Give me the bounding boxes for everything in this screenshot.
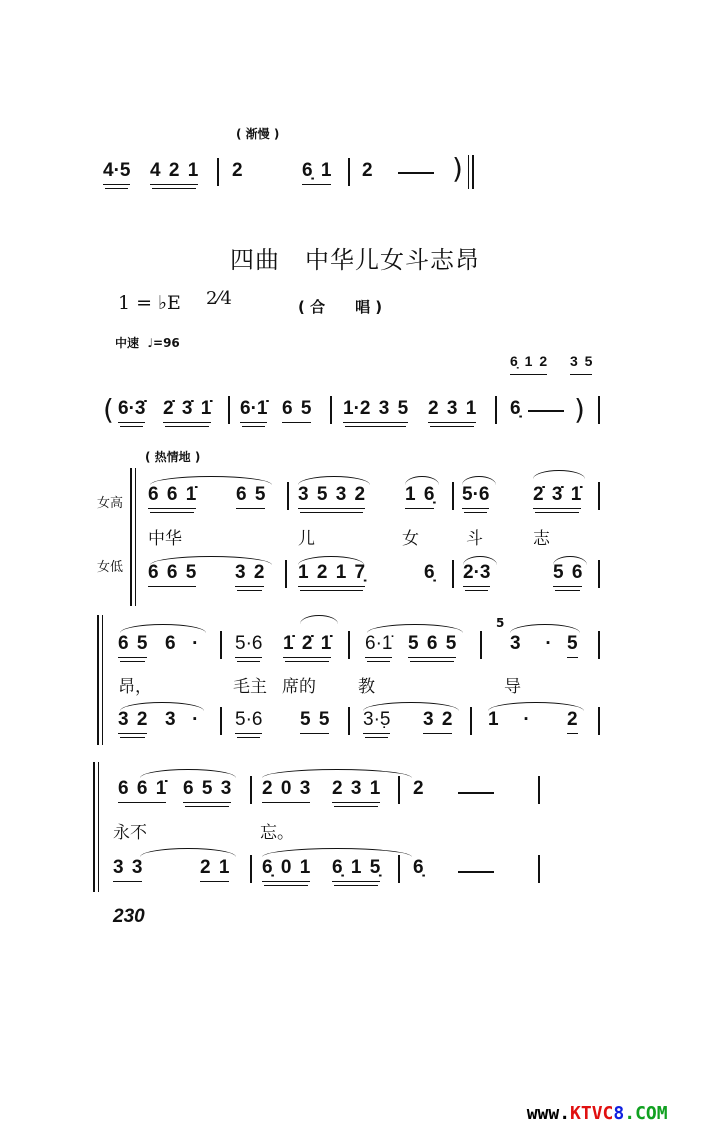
note-group: 1 6̣: [405, 484, 434, 509]
bar-line: [538, 855, 540, 883]
note-group: 2: [362, 160, 373, 181]
bar-line: [330, 396, 332, 424]
bar-line: [495, 396, 497, 424]
note-group: 1 ·: [488, 709, 530, 730]
close-paren: ): [452, 152, 463, 185]
bar-line: [250, 776, 252, 804]
performance-type: ( 合 唱 ): [298, 298, 383, 316]
note-group: 6 6 1̇: [148, 484, 196, 509]
note-group: 6·3̇: [118, 398, 145, 423]
note-group: 4 2 1: [150, 160, 198, 185]
note-group: 2: [232, 160, 243, 181]
bar-line: [398, 776, 400, 804]
close-paren: ): [574, 393, 585, 426]
bar-line: [287, 482, 289, 510]
bar-line: [348, 631, 350, 659]
pickup-notes: 6̣ 1 2: [510, 350, 547, 375]
note-group: 1·2 3 5: [343, 398, 408, 423]
note-group: 6 6 1̇: [118, 778, 166, 803]
note-group: 5 5: [300, 709, 329, 734]
note-group: 3 2: [423, 709, 452, 734]
note-group: 6̣ 0 1: [262, 857, 310, 882]
lyric: 导: [504, 677, 521, 697]
note-group: 6̣: [413, 857, 424, 878]
lyric: 女: [402, 529, 419, 549]
bar-line: [538, 776, 540, 804]
key-signature: 1 = ♭E: [118, 292, 181, 314]
note-group: 3·5̣: [363, 709, 390, 734]
system-brace: [135, 468, 136, 606]
watermark-com: .COM: [624, 1103, 668, 1124]
bar-line: [348, 158, 350, 186]
slur: [262, 769, 412, 778]
note-group: 3 2: [118, 709, 147, 734]
system-brace: [97, 615, 99, 745]
note-group: 2 3 1: [428, 398, 476, 423]
lyric: 毛主: [233, 677, 267, 697]
note-group: 2̇ 3̇ 1̇: [533, 484, 581, 509]
system-brace: [130, 468, 132, 606]
bar-line: [598, 482, 600, 510]
note-group: 5·6: [462, 484, 489, 509]
bar-line: [452, 560, 454, 588]
note-group: 6 6 5: [148, 562, 196, 587]
note-group: 5·6: [235, 709, 262, 734]
note-group: 5·6: [235, 633, 262, 658]
tempo-marking: 中速 ♩=96: [115, 336, 180, 350]
note-group: 5 6: [553, 562, 582, 587]
watermark: [505, 1082, 668, 1124]
hold-dash: [458, 792, 494, 794]
bar-line: [217, 158, 219, 186]
slur: [262, 848, 412, 857]
part-label-soprano: 女高: [97, 496, 124, 511]
bar-line: [348, 707, 350, 735]
note-group: 1 2 1 7̣: [298, 562, 365, 587]
bar-line: [228, 396, 230, 424]
note-group: 2·3: [463, 562, 490, 587]
slur: [367, 624, 463, 633]
bar-line: [452, 482, 454, 510]
note-group: 6̣ 1 5̣: [332, 857, 380, 882]
system-brace: [102, 615, 103, 745]
slur: [140, 848, 236, 857]
watermark-www: www.: [526, 1103, 571, 1124]
bar-line: [598, 396, 600, 424]
final-bar-line: [468, 155, 469, 189]
tempo-mark-ritardando: ( 渐慢 ): [236, 127, 280, 141]
slur: [300, 615, 338, 624]
note-group: 4·5: [103, 160, 130, 185]
hold-dash: [458, 871, 494, 873]
system-brace: [98, 762, 99, 892]
slur: [120, 624, 206, 633]
note-group: 6 ·: [165, 633, 199, 654]
lyric: 中华: [148, 529, 182, 549]
lyric: 忘。: [260, 823, 294, 843]
hold-dash: [398, 172, 434, 174]
open-paren: (: [103, 393, 114, 426]
bar-line: [398, 855, 400, 883]
lyric: 志: [533, 529, 550, 549]
grace-note: 5: [496, 616, 505, 630]
note-group: 3 2: [235, 562, 264, 587]
time-signature: 2⁄4: [206, 288, 232, 309]
note-group: 2̇ 3̇ 1̇: [163, 398, 211, 423]
song-title: 四曲 中华儿女斗志昂: [230, 246, 480, 274]
slur: [510, 624, 580, 633]
bar-line: [598, 631, 600, 659]
note-group: 2: [567, 709, 578, 734]
bar-line: [220, 707, 222, 735]
part-label-alto: 女低: [97, 560, 124, 575]
watermark-eight: 8: [613, 1103, 625, 1124]
pickup-notes: 3 5: [570, 350, 592, 375]
bar-line: [250, 855, 252, 883]
note-group: 6·1̇: [240, 398, 267, 423]
hold-dash: [528, 410, 564, 412]
bar-line: [598, 707, 600, 735]
note-group: 6 5: [236, 484, 265, 509]
lyric: 教: [358, 677, 375, 697]
note-group: 5: [567, 633, 578, 658]
note-group: 2: [413, 778, 424, 799]
note-group: 6 5 3: [183, 778, 231, 803]
bar-line: [480, 631, 482, 659]
note-group: 3 ·: [510, 633, 552, 654]
note-group: 6 5: [118, 633, 147, 658]
note-group: 3 3: [113, 857, 142, 882]
lyric: 永不: [113, 823, 147, 843]
note-group: 5 6 5: [408, 633, 456, 658]
note-group: 6 5: [282, 398, 311, 423]
note-group: 2 0 3: [262, 778, 310, 803]
lyric: 斗: [466, 529, 483, 549]
note-group: 2 1: [200, 857, 229, 882]
note-group: 6̣: [510, 398, 521, 419]
watermark-ktvc: KTVC: [570, 1103, 614, 1124]
system-brace: [93, 762, 95, 892]
bar-line: [285, 560, 287, 588]
lyric: 席的: [282, 677, 316, 697]
note-group: 3 5 3 2: [298, 484, 365, 509]
expression-mark: ( 热情地 ): [145, 450, 201, 464]
note-group: 3 ·: [165, 709, 199, 730]
slur: [140, 769, 236, 778]
note-group: 1̇ 2̇ 1̇: [283, 633, 331, 658]
note-group: 6̣ 1: [302, 160, 331, 185]
lyric: 儿: [298, 529, 315, 549]
final-bar-line: [472, 155, 474, 189]
bar-line: [598, 560, 600, 588]
lyric: 昂，: [118, 677, 152, 697]
note-group: 2 3 1: [332, 778, 380, 803]
page-number: 230: [113, 906, 145, 927]
bar-line: [470, 707, 472, 735]
bar-line: [220, 631, 222, 659]
note-group: 6·1̇: [365, 633, 392, 658]
slur: [533, 470, 585, 479]
note-group: 6̣: [424, 562, 435, 583]
